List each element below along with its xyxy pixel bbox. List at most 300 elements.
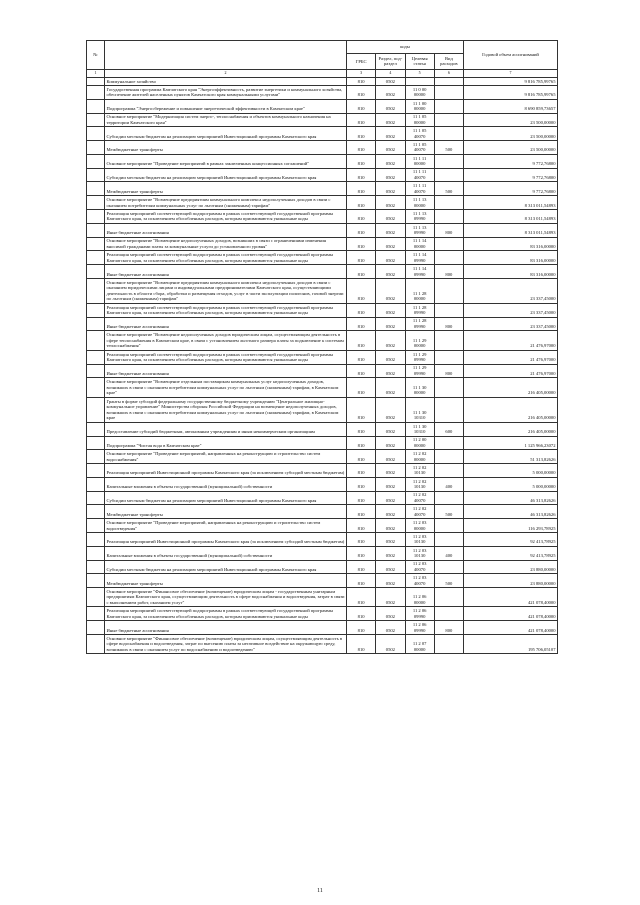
cell-sum: 92 413,78925: [464, 532, 558, 546]
cell-razd: 0502: [376, 113, 405, 127]
cell-cs: 11 1 29 09990: [405, 364, 434, 378]
cell-num: [87, 331, 105, 350]
cell-cs: 11 1 30 00000: [405, 378, 434, 397]
cell-num: [87, 574, 105, 588]
table-row: [87, 635, 558, 654]
cell-razd: 0502: [376, 303, 405, 317]
cell-name: Реализация мероприятий соответствующей подпрограммы в рамках соответствующей государственной программы Камчатского края, за исключением обособленных расходов, которым присваиваются уникальные коды: [105, 350, 347, 364]
cell-sum: 23 880,00000: [464, 574, 558, 588]
cell-vr: [434, 237, 463, 251]
cell-razd: 0502: [376, 154, 405, 168]
cell-grbs: 810: [347, 464, 376, 478]
cell-num: [87, 588, 105, 607]
cell-grbs: 810: [347, 519, 376, 533]
cell-num: [87, 317, 105, 331]
cell-razd: 0502: [376, 464, 405, 478]
table-row: [87, 278, 558, 303]
cell-sum: 21 476,97000: [464, 364, 558, 378]
cell-num: [87, 477, 105, 491]
cell-name: Иные бюджетные ассигнования: [105, 621, 347, 635]
cell-razd: 0502: [376, 635, 405, 654]
cell-vr: [434, 278, 463, 303]
cell-sum: 216 405,00000: [464, 422, 558, 436]
cell-num: [87, 223, 105, 237]
header-index: 3: [347, 70, 376, 78]
cell-razd: 0502: [376, 265, 405, 279]
cell-num: [87, 350, 105, 364]
cell-razd: 0502: [376, 532, 405, 546]
cell-cs: 11 1 13 00000: [405, 196, 434, 210]
cell-grbs: 810: [347, 350, 376, 364]
cell-grbs: 810: [347, 251, 376, 265]
table-row: [87, 621, 558, 635]
cell-vr: 800: [434, 621, 463, 635]
table-row: [87, 532, 558, 546]
cell-cs: 11 2 02 10130: [405, 464, 434, 478]
cell-name: Основное мероприятие "Проведение мероприятий, направленных на реконструкцию и строительство систем водоснабжения": [105, 450, 347, 464]
cell-name: Межбюджетные трансферты: [105, 505, 347, 519]
cell-grbs: 810: [347, 154, 376, 168]
cell-vr: 500: [434, 182, 463, 196]
cell-grbs: 810: [347, 588, 376, 607]
cell-cs: 11 1 30 10310: [405, 422, 434, 436]
cell-cs: 11 2 06 09990: [405, 621, 434, 635]
cell-sum: 5 000,00000: [464, 464, 558, 478]
page-number: 11: [317, 888, 323, 894]
cell-grbs: 810: [347, 223, 376, 237]
cell-num: [87, 154, 105, 168]
cell-vr: 500: [434, 574, 463, 588]
cell-grbs: 810: [347, 505, 376, 519]
cell-num: [87, 519, 105, 533]
cell-cs: 11 1 11 00000: [405, 154, 434, 168]
cell-cs: 11 1 11 40070: [405, 182, 434, 196]
cell-cs: 11 1 28 09990: [405, 303, 434, 317]
cell-name: Реализация мероприятий соответствующей подпрограммы в рамках соответствующей государственной программы Камчатского края, за исключением обособленных расходов, которым присваиваются уникальные коды: [105, 251, 347, 265]
cell-vr: [434, 588, 463, 607]
cell-vr: 400: [434, 546, 463, 560]
cell-grbs: 810: [347, 621, 376, 635]
table-row: [87, 251, 558, 265]
cell-vr: [434, 491, 463, 505]
cell-grbs: 810: [347, 491, 376, 505]
cell-num: [87, 278, 105, 303]
table-row: [87, 331, 558, 350]
cell-grbs: 810: [347, 450, 376, 464]
cell-razd: 0502: [376, 477, 405, 491]
cell-vr: [434, 607, 463, 621]
cell-cs: 11 1 13 09990: [405, 210, 434, 224]
cell-vr: 800: [434, 317, 463, 331]
cell-vr: 800: [434, 223, 463, 237]
cell-cs: 11 1 00 00000: [405, 99, 434, 113]
cell-name: Основное мероприятие "Финансовое обеспечение (возмещение) юридическим лицам - государственным унитарным предприятиям Камчатского края, осуществляющим деятельность в сфере водоснабжения и водоотведения, затрат в связи с выполнением работ, оказанием услуг": [106, 588, 345, 606]
table-row: [87, 436, 558, 450]
cell-razd: 0502: [376, 85, 405, 99]
cell-sum: 8 313 011,54893: [464, 223, 558, 237]
cell-name: Гранты в форме субсидий федеральному государственному бюджетному учреждению "Центральное жилищно-коммунальное управление" Министерства обороны Российской Федерации на возмещение недополученных доходов, возникших в связи с оказанием потребителям коммунальных услуг по льготным (сниженным) тарифам, в Камчатском крае: [105, 397, 347, 422]
cell-razd: 0502: [376, 436, 405, 450]
cell-vr: [434, 77, 463, 85]
cell-vr: [434, 210, 463, 224]
cell-grbs: 810: [347, 560, 376, 574]
table-row: [87, 464, 558, 478]
header-codes: коды: [347, 41, 464, 54]
cell-cs: 11 2 03 00000: [405, 519, 434, 533]
cell-num: [87, 532, 105, 546]
cell-name: Иные бюджетные ассигнования: [105, 223, 347, 237]
cell-grbs: 810: [347, 278, 376, 303]
cell-sum: 5 000,00000: [464, 477, 558, 491]
table-row: [87, 317, 558, 331]
table-row: [87, 113, 558, 127]
cell-sum: 83 316,00000: [464, 265, 558, 279]
cell-name: Реализация мероприятий соответствующей подпрограммы в рамках соответствующей государственной программы Камчатского края, за исключением обособленных расходов, которым присваиваются уникальные коды: [105, 303, 347, 317]
cell-sum: 8 313 011,54893: [464, 196, 558, 210]
table-row: [87, 546, 558, 560]
cell-razd: 0502: [376, 574, 405, 588]
cell-razd: 0502: [376, 182, 405, 196]
cell-name: Субсидии местным бюджетам на реализацию мероприятий Инвестиционной программы Камчатского края: [105, 168, 347, 182]
cell-sum: 9 772,76800: [464, 182, 558, 196]
cell-razd: 0502: [376, 450, 405, 464]
header-index: 4: [376, 70, 405, 78]
header-index: 2: [105, 70, 347, 78]
cell-sum: 83 316,00000: [464, 237, 558, 251]
cell-cs: 11 2 06 09990: [405, 607, 434, 621]
cell-vr: [434, 251, 463, 265]
header-index: 7: [464, 70, 558, 78]
header-razdel: Раздел, под-раздел: [376, 53, 405, 70]
cell-cs: 11 1 29 00000: [405, 331, 434, 350]
table-row: [87, 182, 558, 196]
table-row: [87, 364, 558, 378]
cell-num: [87, 364, 105, 378]
cell-num: [87, 505, 105, 519]
cell-vr: 800: [434, 364, 463, 378]
cell-grbs: 810: [347, 607, 376, 621]
cell-sum: 421 078,40000: [464, 588, 558, 607]
table-row: [87, 154, 558, 168]
cell-vr: [434, 154, 463, 168]
header-sum: Годовой объем ассигнований: [464, 41, 558, 70]
cell-grbs: 810: [347, 477, 376, 491]
budget-table: [86, 40, 558, 654]
cell-razd: 0502: [376, 560, 405, 574]
cell-num: [87, 436, 105, 450]
cell-num: [87, 303, 105, 317]
cell-num: [87, 397, 105, 422]
cell-cs: 11 2 06 00000: [405, 588, 434, 607]
cell-vr: [434, 196, 463, 210]
cell-name: Реализация мероприятий Инвестиционной программы Камчатского края (за исключением субсидий местным бюджетам): [105, 464, 347, 478]
cell-grbs: 810: [347, 317, 376, 331]
cell-razd: 0502: [376, 588, 405, 607]
cell-vr: 600: [434, 422, 463, 436]
cell-num: [87, 450, 105, 464]
cell-vr: 800: [434, 265, 463, 279]
table-row: [87, 588, 558, 607]
cell-vr: [434, 635, 463, 654]
cell-num: [87, 85, 105, 99]
cell-grbs: 810: [347, 422, 376, 436]
cell-razd: 0502: [376, 168, 405, 182]
cell-sum: 51 313,82626: [464, 450, 558, 464]
cell-razd: 0502: [376, 350, 405, 364]
cell-grbs: 810: [347, 436, 376, 450]
cell-razd: 0502: [376, 251, 405, 265]
cell-sum: 23 337,45000: [464, 278, 558, 303]
cell-cs: 11 1 05 40070: [405, 127, 434, 141]
cell-name: Капитальные вложения в объекты государственной (муниципальной) собственности: [105, 477, 347, 491]
cell-name: Субсидии местным бюджетам на реализацию мероприятий Инвестиционной программы Камчатского края: [105, 127, 347, 141]
cell-num: [87, 77, 105, 85]
header-row-top: [87, 41, 558, 54]
cell-razd: 0502: [376, 505, 405, 519]
cell-vr: [434, 519, 463, 533]
cell-sum: 46 313,82626: [464, 505, 558, 519]
cell-razd: 0502: [376, 141, 405, 155]
cell-sum: 1 125 966,23072: [464, 436, 558, 450]
cell-sum: 116 293,78925: [464, 519, 558, 533]
table-row: [87, 477, 558, 491]
cell-grbs: 810: [347, 546, 376, 560]
cell-vr: [434, 378, 463, 397]
cell-num: [87, 168, 105, 182]
cell-num: [87, 378, 105, 397]
cell-num: [87, 210, 105, 224]
table-row: [87, 491, 558, 505]
cell-sum: 8 690 859,73657: [464, 99, 558, 113]
cell-name: Предоставление субсидий бюджетным, автономным учреждениям и иным некоммерческим организациям: [105, 422, 347, 436]
cell-cs: 11 2 02 00000: [405, 450, 434, 464]
cell-cs: 11 2 00 00000: [405, 436, 434, 450]
cell-grbs: 810: [347, 635, 376, 654]
cell-sum: 9 816 785,99765: [464, 85, 558, 99]
cell-grbs: 810: [347, 196, 376, 210]
header-grbs: ГРБС: [347, 53, 376, 70]
cell-razd: 0502: [376, 237, 405, 251]
cell-num: [87, 546, 105, 560]
cell-sum: 83 316,00000: [464, 251, 558, 265]
cell-cs: 11 1 11 40070: [405, 168, 434, 182]
cell-num: [87, 464, 105, 478]
cell-sum: 92 413,78925: [464, 546, 558, 560]
table-row: [87, 265, 558, 279]
cell-cs: 11 0 00 00000: [405, 85, 434, 99]
cell-razd: 0502: [376, 397, 405, 422]
cell-cs: 11 1 28 09990: [405, 317, 434, 331]
cell-razd: 0502: [376, 607, 405, 621]
cell-vr: 400: [434, 477, 463, 491]
cell-cs: 11 2 07 00000: [405, 635, 434, 654]
cell-grbs: 810: [347, 113, 376, 127]
document-page: [86, 40, 558, 654]
header-cs: Целевая статья: [405, 53, 434, 70]
cell-razd: 0502: [376, 210, 405, 224]
header-name: [105, 41, 347, 70]
cell-cs: 11 2 02 10130: [405, 477, 434, 491]
cell-name: Реализация мероприятий соответствующей подпрограммы в рамках соответствующей государственной программы Камчатского края, за исключением обособленных расходов, которым присваиваются уникальные коды: [105, 210, 347, 224]
cell-name: Государственная программа Камчатского края "Энергоэффективность, развитие энергетики и коммунального хозяйства, обеспечение жителей населенных пунктов Камчатского края коммунальными услугами": [105, 85, 347, 99]
cell-name: Капитальные вложения в объекты государственной (муниципальной) собственности: [105, 546, 347, 560]
cell-sum: 421 078,40000: [464, 621, 558, 635]
cell-num: [87, 127, 105, 141]
cell-num: [87, 141, 105, 155]
cell-vr: [434, 331, 463, 350]
cell-name: Коммунальное хозяйство: [105, 77, 347, 85]
cell-num: [87, 99, 105, 113]
cell-name: Субсидии местным бюджетам на реализацию мероприятий Инвестиционной программы Камчатского края: [105, 491, 347, 505]
cell-grbs: 810: [347, 99, 376, 113]
cell-num: [87, 560, 105, 574]
table-row: [87, 99, 558, 113]
header-index: 6: [434, 70, 463, 78]
cell-cs: 11 2 03 10130: [405, 532, 434, 546]
cell-name: Подпрограмма "Чистая вода в Камчатском крае": [105, 436, 347, 450]
cell-razd: 0502: [376, 621, 405, 635]
cell-name: Основное мероприятие "Возмещение отдельным поставщикам коммунальных услуг недополученных доходов, возникших в связи с оказанием потребителям коммунальных услуг по льготным (сниженным) тарифам, в Камчатском крае": [105, 378, 347, 397]
table-row: [87, 574, 558, 588]
cell-grbs: 810: [347, 303, 376, 317]
cell-name: Иные бюджетные ассигнования: [105, 364, 347, 378]
cell-sum: 21 476,97000: [464, 350, 558, 364]
cell-razd: 0502: [376, 99, 405, 113]
cell-vr: [434, 303, 463, 317]
cell-vr: [434, 127, 463, 141]
cell-cs: 11 1 30 10310: [405, 397, 434, 422]
cell-num: [87, 635, 105, 654]
cell-razd: 0502: [376, 546, 405, 560]
table-row: [87, 127, 558, 141]
cell-cs: 11 1 13 09990: [405, 223, 434, 237]
table-row: [87, 196, 558, 210]
cell-num: [87, 491, 105, 505]
cell-cs: 11 1 14 09990: [405, 265, 434, 279]
cell-sum: 23 337,45000: [464, 317, 558, 331]
cell-name: Межбюджетные трансферты: [105, 574, 347, 588]
cell-cs: 11 1 05 40070: [405, 141, 434, 155]
table-row: [87, 519, 558, 533]
cell-vr: [434, 560, 463, 574]
cell-cs: 11 2 03 40070: [405, 560, 434, 574]
cell-cs: 11 1 14 09990: [405, 251, 434, 265]
cell-num: [87, 237, 105, 251]
header-index: 5: [405, 70, 434, 78]
table-row: [87, 350, 558, 364]
cell-razd: 0502: [376, 491, 405, 505]
table-body: [87, 77, 558, 654]
table-row: [87, 223, 558, 237]
table-row: [87, 422, 558, 436]
cell-name: Основное мероприятие "Возмещение предприятиям коммунального комплекса недополученных доходов в связи с оказанием потребителям коммунальных услуг по льготным (сниженным) тарифам": [105, 196, 347, 210]
cell-grbs: 810: [347, 77, 376, 85]
table-row: [87, 141, 558, 155]
cell-vr: [434, 99, 463, 113]
table-row: [87, 450, 558, 464]
cell-name: Подпрограмма "Энергосбережение и повышение энергетической эффективности в Камчатском крае": [105, 99, 347, 113]
cell-grbs: 810: [347, 210, 376, 224]
cell-num: [87, 422, 105, 436]
cell-name: Межбюджетные трансферты: [105, 141, 347, 155]
cell-grbs: 810: [347, 85, 376, 99]
cell-num: [87, 196, 105, 210]
table-row: [87, 378, 558, 397]
table-row: [87, 168, 558, 182]
table-row: [87, 505, 558, 519]
cell-cs: 11 1 05 00000: [405, 113, 434, 127]
cell-grbs: 810: [347, 168, 376, 182]
header-row-index: [87, 70, 558, 78]
table-row: [87, 77, 558, 85]
cell-razd: 0502: [376, 378, 405, 397]
cell-razd: 0502: [376, 77, 405, 85]
cell-razd: 0502: [376, 317, 405, 331]
cell-sum: 23 337,45000: [464, 303, 558, 317]
table-row: [87, 397, 558, 422]
cell-sum: 9 772,76800: [464, 154, 558, 168]
cell-vr: [434, 397, 463, 422]
cell-razd: 0502: [376, 196, 405, 210]
cell-num: [87, 251, 105, 265]
cell-name: Иные бюджетные ассигнования: [105, 317, 347, 331]
cell-num: [87, 113, 105, 127]
cell-grbs: 810: [347, 182, 376, 196]
cell-sum: 8 313 011,54893: [464, 210, 558, 224]
cell-razd: 0502: [376, 223, 405, 237]
cell-cs: [405, 77, 434, 85]
cell-vr: [434, 85, 463, 99]
cell-sum: 21 476,97000: [464, 331, 558, 350]
table-row: [87, 560, 558, 574]
header-num: №: [87, 41, 105, 70]
cell-grbs: 810: [347, 397, 376, 422]
cell-vr: [434, 532, 463, 546]
table-row: [87, 85, 558, 99]
cell-num: [87, 607, 105, 621]
table-row: [87, 210, 558, 224]
cell-name: Реализация мероприятий соответствующей подпрограммы в рамках соответствующей государственной программы Камчатского края, за исключением обособленных расходов, которым присваиваются уникальные коды: [105, 607, 347, 621]
cell-grbs: 810: [347, 141, 376, 155]
cell-sum: 23 500,00000: [464, 127, 558, 141]
cell-grbs: 810: [347, 237, 376, 251]
cell-name: Реализация мероприятий Инвестиционной программы Камчатского края (за исключением субсидий местным бюджетам): [105, 532, 347, 546]
cell-grbs: 810: [347, 364, 376, 378]
cell-name: Межбюджетные трансферты: [105, 182, 347, 196]
cell-razd: 0502: [376, 127, 405, 141]
cell-vr: [434, 350, 463, 364]
cell-name: Основное мероприятие "Возмещение недополученных доходов юридическим лицам, осуществляющим деятельность в сфере теплоснабжения в Камчатском крае, в связи с установлением льготного размера платы за подключение к системам теплоснабжения": [105, 331, 347, 350]
cell-sum: 46 313,82626: [464, 491, 558, 505]
cell-grbs: 810: [347, 331, 376, 350]
cell-num: [87, 265, 105, 279]
cell-cs: 11 1 29 09990: [405, 350, 434, 364]
cell-num: [87, 621, 105, 635]
table-row: [87, 607, 558, 621]
cell-razd: 0502: [376, 278, 405, 303]
cell-name: Основное мероприятие "Возмещение недополученных доходов, возникших в связи с ограничениями изменения вносимой гражданами платы за коммунальные услуги до установленного уровня": [105, 237, 347, 251]
cell-grbs: 810: [347, 532, 376, 546]
cell-grbs: 810: [347, 265, 376, 279]
cell-sum: 23 500,00000: [464, 113, 558, 127]
cell-grbs: 810: [347, 127, 376, 141]
cell-name: Основное мероприятие "Проведение мероприятий, направленных на реконструкцию и строительство систем водоотведения": [105, 519, 347, 533]
cell-name: Основное мероприятие "Финансовое обеспечение (возмещение) юридическим лицам, осуществляющим деятельность в сфере водоснабжения и водоотведения, затрат по внесению платы за негативное воздействие на окружающую среду, возникших в связи с оказанием услуг по водоснабжению и водоотведению": [105, 635, 347, 654]
cell-sum: 9 816 785,99765: [464, 77, 558, 85]
cell-sum: 216 405,00000: [464, 397, 558, 422]
cell-razd: 0502: [376, 364, 405, 378]
cell-vr: [434, 464, 463, 478]
